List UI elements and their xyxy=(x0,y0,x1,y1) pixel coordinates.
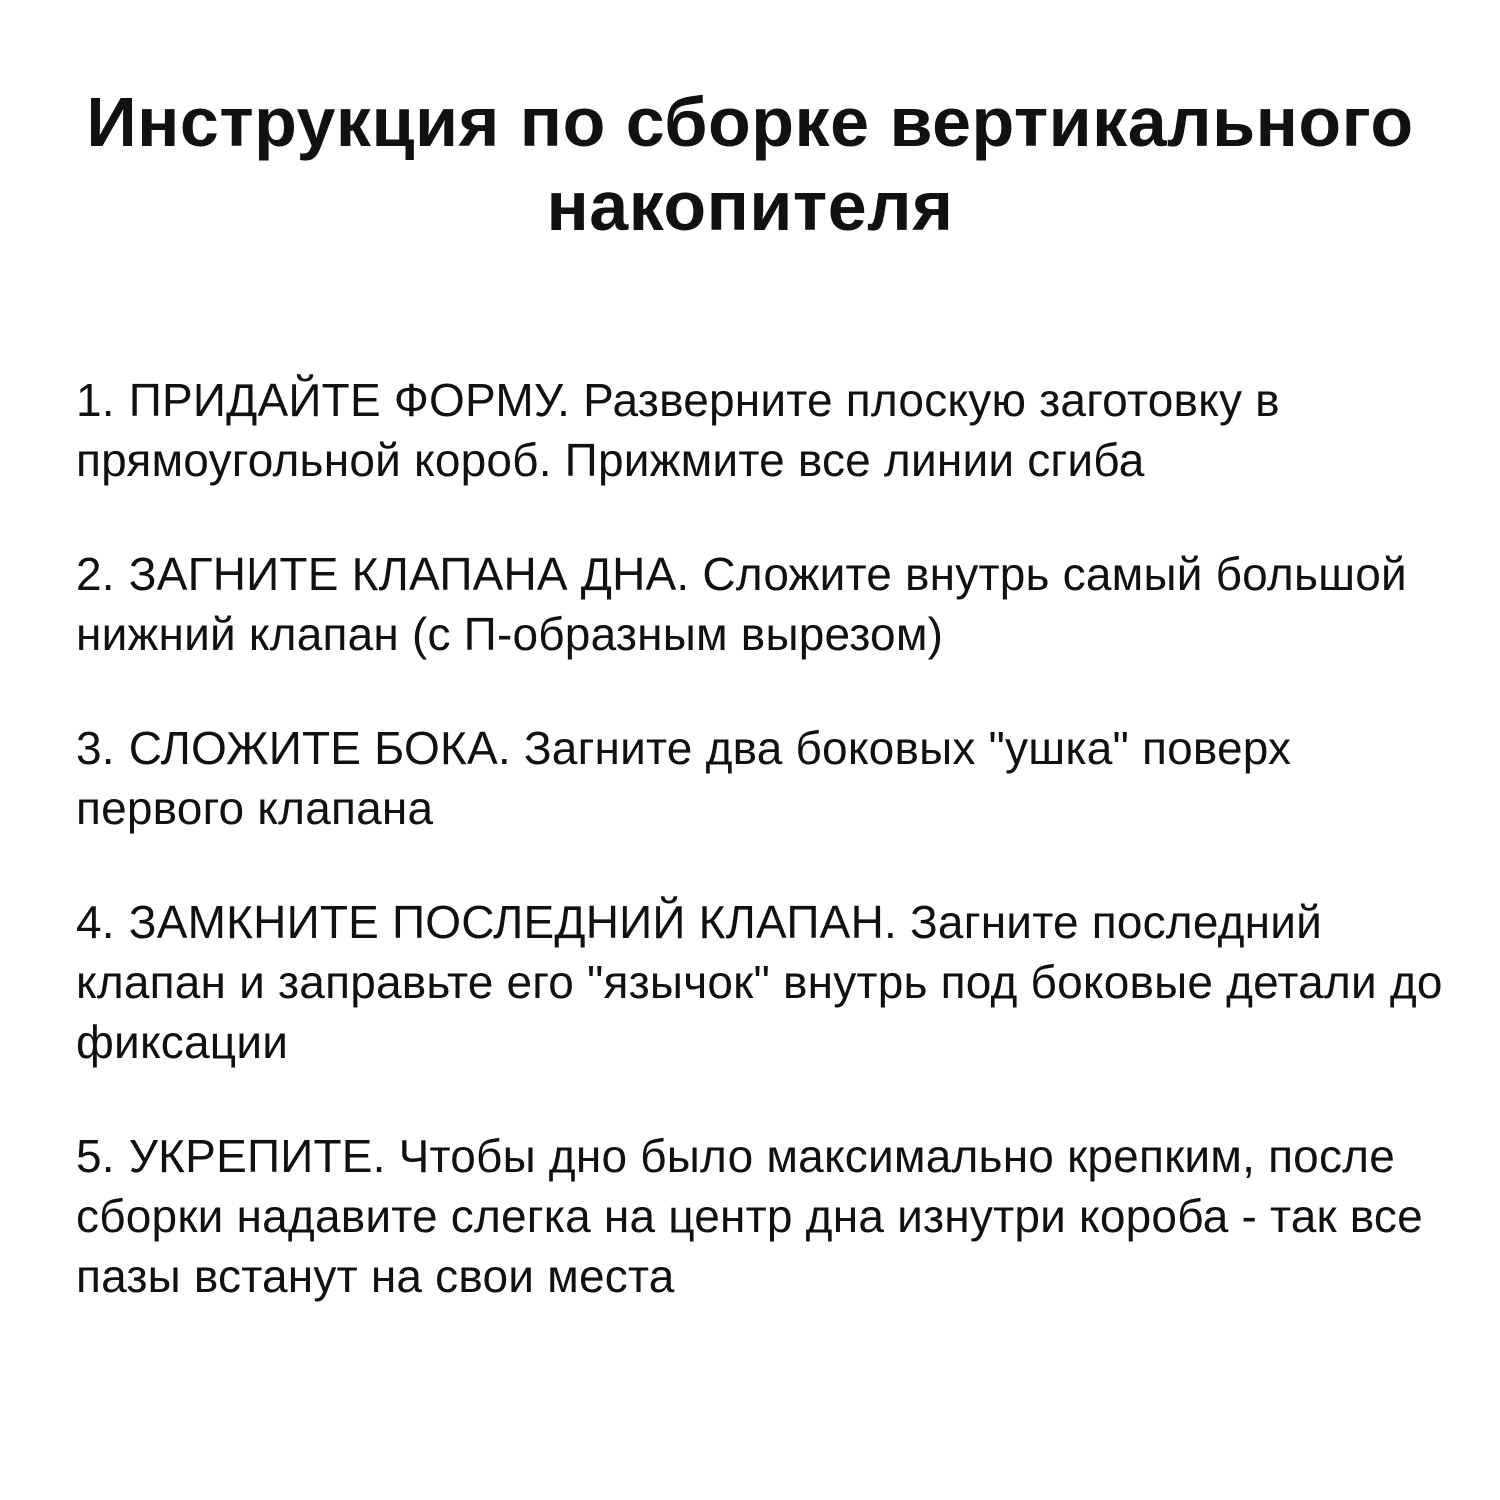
step-heading: СЛОЖИТЕ БОКА. xyxy=(128,722,511,774)
step-item xyxy=(76,718,1446,838)
step-number: 3. xyxy=(76,722,115,774)
step-heading: ЗАМКНИТЕ ПОСЛЕДНИЙ КЛАПАН. xyxy=(128,896,897,948)
step-text: Загните последний клапан и заправьте его "язычок" внутрь под боковые детали до фиксации xyxy=(76,896,1443,1068)
step-item xyxy=(76,1126,1446,1306)
step-heading: УКРЕПИТЕ. xyxy=(128,1130,386,1182)
step-number: 5. xyxy=(76,1130,115,1182)
step-item xyxy=(76,892,1446,1072)
step-text: Сложите внутрь самый большой нижний клапан (с П-образным вырезом) xyxy=(76,548,1407,660)
step-text: Загните два боковых "ушка" поверх первого клапана xyxy=(76,722,1292,834)
step-heading: ЗАГНИТЕ КЛАПАНА ДНА. xyxy=(128,548,690,600)
step-number: 1. xyxy=(76,374,115,426)
step-item xyxy=(76,544,1446,664)
step-number: 2. xyxy=(76,548,115,600)
step-text: Разверните плоскую заготовку в прямоугольной короб. Прижмите все линии сгиба xyxy=(76,374,1280,486)
steps-list xyxy=(76,370,1446,1360)
page-title: Инструкция по сборке вертикального накопителя xyxy=(86,83,1414,245)
step-number: 4. xyxy=(76,896,115,948)
step-text: Чтобы дно было максимально крепким, после сборки надавите слегка на центр дна изнутри короба - так все пазы встанут на свои места xyxy=(76,1130,1423,1302)
step-heading: ПРИДАЙТЕ ФОРМУ. xyxy=(128,374,571,426)
step-item xyxy=(76,370,1446,490)
